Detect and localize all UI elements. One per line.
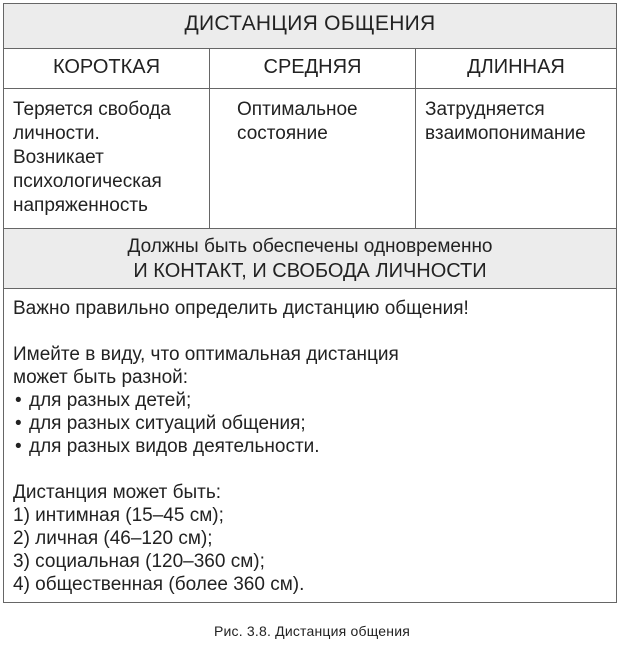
desc-line: Теряется свобода bbox=[13, 99, 171, 120]
types-intro: Дистанция может быть: bbox=[13, 482, 222, 503]
header-medium bbox=[209, 49, 415, 88]
list-item: 4) общественная (более 360 см). bbox=[13, 574, 305, 595]
desc-line: Оптимальное bbox=[237, 99, 358, 120]
desc-short bbox=[4, 89, 209, 228]
desc-line: Затрудняется bbox=[425, 99, 545, 120]
important-note: Важно правильно определить дистанцию общения! bbox=[13, 298, 469, 319]
title-row bbox=[4, 4, 616, 49]
list-item bbox=[13, 412, 607, 435]
desc-medium bbox=[209, 89, 415, 228]
distance-table bbox=[3, 3, 617, 603]
bullet-icon: • bbox=[15, 413, 22, 434]
bullet-icon: • bbox=[15, 436, 22, 457]
requirement-line-1: Должны быть обеспечены одновременно bbox=[127, 236, 493, 257]
header-long bbox=[415, 49, 616, 88]
list-item bbox=[13, 389, 607, 412]
bullet-text: для разных видов деятельности. bbox=[29, 436, 320, 457]
notes-row bbox=[4, 289, 616, 602]
header-short bbox=[4, 49, 209, 88]
description-row bbox=[4, 89, 616, 229]
list-item bbox=[13, 435, 607, 458]
list-item: 2) личная (46–120 см); bbox=[13, 528, 213, 549]
header-long-label: ДЛИННАЯ bbox=[467, 56, 565, 78]
list-item: 1) интимная (15–45 см); bbox=[13, 505, 224, 526]
desc-long bbox=[415, 89, 616, 228]
desc-line: Возникает bbox=[13, 147, 104, 168]
bullet-icon: • bbox=[15, 390, 22, 411]
bullet-text: для разных ситуаций общения; bbox=[29, 413, 306, 434]
desc-line: психологическая bbox=[13, 171, 162, 192]
header-row bbox=[4, 49, 616, 89]
desc-line: взаимопонимание bbox=[425, 123, 586, 144]
desc-line: состояние bbox=[237, 123, 328, 144]
header-medium-label: СРЕДНЯЯ bbox=[263, 56, 362, 78]
desc-line: личности. bbox=[13, 123, 100, 144]
figure-caption: Рис. 3.8. Дистанция общения bbox=[213, 623, 411, 639]
intro-line-1: Имейте в виду, что оптимальная дистанция bbox=[13, 344, 399, 365]
notes-text bbox=[13, 297, 607, 596]
intro-line-2: может быть разной: bbox=[13, 367, 189, 388]
requirement-line-2: И КОНТАКТ, И СВОБОДА ЛИЧНОСТИ bbox=[133, 260, 487, 282]
requirement-row bbox=[4, 229, 616, 289]
header-short-label: КОРОТКАЯ bbox=[52, 56, 161, 78]
desc-line: напряженность bbox=[13, 195, 148, 216]
bullet-text: для разных детей; bbox=[29, 390, 192, 411]
list-item: 3) социальная (120–360 см); bbox=[13, 551, 265, 572]
table-title: ДИСТАНЦИЯ ОБЩЕНИЯ bbox=[184, 12, 436, 35]
